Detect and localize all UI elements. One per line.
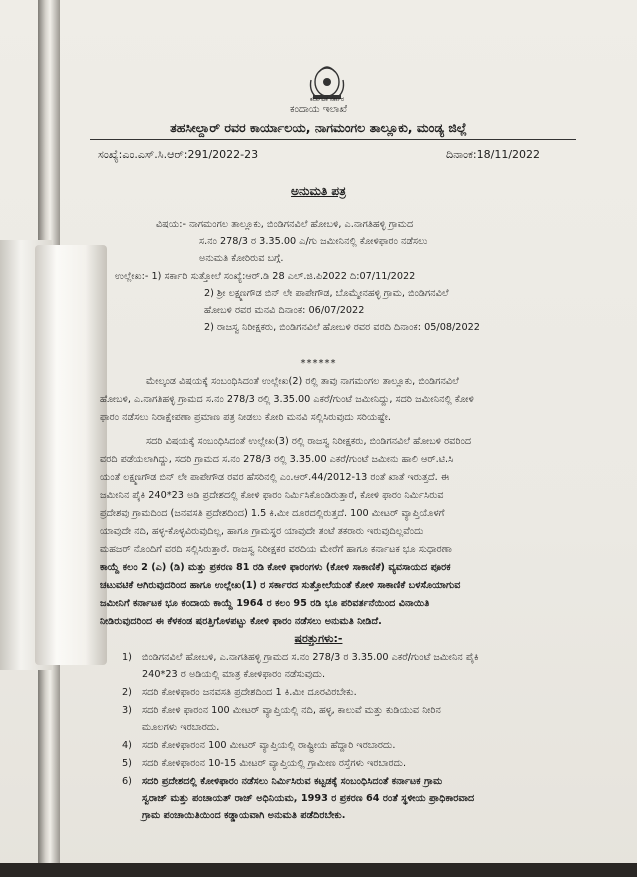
condition-number: 6)	[122, 776, 132, 787]
condition-number: 3)	[122, 705, 132, 716]
binder-clip-tube	[35, 245, 107, 665]
condition-line: ಸದರಿ ಕೋಳಿಫಾರಂನ 100 ಮೀಟರ್ ವ್ಯಾಪ್ತಿಯಲ್ಲಿ ರಾಷ್ಟ್ರೀಯ ಹೆದ್ದಾರಿ ಇರಬಾರದು.	[142, 740, 396, 751]
body-line: ಯಾವುದೇ ನದಿ, ಹಳ್ಳ-ಕೊಳ್ಳವಿರುವುದಿಲ್ಲ, ಹಾಗೂ ಗ್ರಾಮಸ್ಥರ ಯಾವುದೇ ತಂಟೆ ತಕರಾರು ಇರುವುದಿಲ್ಲವೆಂದು	[100, 526, 424, 537]
page-bottom-edge	[0, 863, 637, 877]
office-name: ತಹಸೀಲ್ದಾರ್ ರವರ ಕಾರ್ಯಾಲಯ, ನಾಗಮಂಗಲ ತಾಲ್ಲೂಕು, ಮಂಡ್ಯ ಜಿಲ್ಲೆ	[170, 120, 467, 135]
body-line: ಚಟುವಟಿಕೆ ಆಗಿರುವುದರಿಂದ ಹಾಗೂ ಉಲ್ಲೇಖ(1) ರ ಸರ್ಕಾರದ ಸುತ್ತೋಲೆಯಂತೆ ಕೋಳಿ ಸಾಕಾಣಿಕೆ ಬಳಸೊಯಾಗುವ	[100, 580, 461, 591]
condition-line: ಸ್ವರಾಜ್ ಮತ್ತು ಪಂಚಾಯತ್ ರಾಜ್ ಅಧಿನಿಯಮ, 1993 ರ ಪ್ರಕರಣ 64 ರಂತೆ ಸ್ಥಳೀಯ ಪ್ರಾಧಿಕಾರವಾದ	[142, 793, 475, 804]
subject-line: ವಿಷಯ:- ನಾಗಮಂಗಲ ತಾಲ್ಲೂಕು, ಬಿಂಡಿಗನವಿಲೆ ಹೋಬಳಿ, ಎ.ನಾಗತಿಹಳ್ಳಿ ಗ್ರಾಮದ	[156, 219, 414, 230]
separator: ******	[300, 358, 337, 369]
body-line: ಮಹಜರ್ ನೊಂದಿಗೆ ವರದಿ ಸಲ್ಲಿಸಿರುತ್ತಾರೆ. ರಾಜಸ್ವ ನಿರೀಕ್ಷಕರ ವರದಿಯ ಮೇರೆಗೆ ಹಾಗೂ ಕರ್ನಾಟಕ ಭೂ ಸುಧಾರಣಾ	[100, 544, 452, 555]
body-line: ಕಾಯ್ದೆ ಕಲಂ 2 (ಎ) (ಡಿ) ಮತ್ತು ಪ್ರಕರಣ 81 ರಡಿ ಕೋಳಿ ಫಾರಂಗಳು (ಕೋಳಿ ಸಾಕಾಣಿಕೆ) ವ್ಯವಸಾಯದ ಪೂರಕ	[100, 562, 451, 573]
body-line: ಹೋಬಳಿ, ಎ.ನಾಗತಿಹಳ್ಳಿ ಗ್ರಾಮದ ಸ.ನಂ 278/3 ರಲ್ಲಿ 3.35.00 ಎಕರೆ/ಗುಂಟೆ ಜಮೀನಿದ್ದು, ಸದರಿ ಜಮೀನಿನಲ್ಲಿ ಕೋಳಿ	[100, 394, 474, 405]
header-rule	[90, 139, 576, 140]
body-line: ಮೇಲ್ಕಂಡ ವಿಷಯಕ್ಕೆ ಸಂಬಂಧಿಸಿದಂತೆ ಉಲ್ಲೇಖ(2) ರಲ್ಲಿ ತಾವು ನಾಗಮಂಗಲ ತಾಲ್ಲೂಕು, ಬಿಂಡಿಗನವಿಲೆ	[146, 376, 459, 387]
body-line: ಸದರಿ ವಿಷಯಕ್ಕೆ ಸಂಬಂಧಿಸಿದಂತೆ ಉಲ್ಲೇಖ(3) ರಲ್ಲಿ ರಾಜಸ್ವ ನಿರೀಕ್ಷಕರು, ಬಿಂಡಿಗನವಿಲೆ ಹೋಬಳಿ ರವರಿಂದ	[146, 436, 472, 447]
body-line: ವರದಿ ಪಡೆಯಲಾಗಿದ್ದು, ಸದರಿ ಗ್ರಾಮದ ಸ.ನಂ 278/3 ರಲ್ಲಿ 3.35.00 ಎಕರೆ/ಗುಂಟೆ ಜಮೀನು ಹಾಲಿ ಆರ್.ಟಿ.ಸಿ	[100, 454, 454, 465]
reference-line: ಉಲ್ಲೇಖ:- 1) ಸರ್ಕಾರಿ ಸುತ್ತೋಲೆ ಸಂಖ್ಯೆ:ಆರ್.ಡಿ 28 ಎಲ್.ಜಿ.ಪಿ2022 ದಿ:07/11/2022	[115, 271, 416, 282]
reference-line: 2) ರಾಜಸ್ವ ನಿರೀಕ್ಷಕರು, ಬಿಂಡಿಗನವಿಲೆ ಹೋಬಳಿ ರವರ ವರದಿ ದಿನಾಂಕ: 05/08/2022	[204, 322, 480, 333]
condition-line: ಸದರಿ ಕೋಳಿ ಫಾರಂನ 100 ಮೀಟರ್ ವ್ಯಾಪ್ತಿಯಲ್ಲಿ ನದಿ, ಹಳ್ಳ, ಕಾಲುವೆ ಮತ್ತು ಕುಡಿಯುವ ನೀರಿನ	[142, 705, 441, 716]
state-emblem-icon	[305, 60, 349, 100]
reference-line: ಹೋಬಳಿ ರವರ ಮನವಿ ದಿನಾಂಕ: 06/07/2022	[204, 305, 365, 316]
emblem-caption: ಕರ್ನಾಟಕ ಸರ್ಕಾರ	[309, 96, 345, 103]
condition-line: ಬಿಂಡಿಗನವಿಲೆ ಹೋಬಳಿ, ಎ.ನಾಗತಿಹಳ್ಳಿ ಗ್ರಾಮದ ಸ.ನಂ 278/3 ರ 3.35.00 ಎಕರೆ/ಗುಂಟೆ ಜಮೀನಿನ ಪೈಕಿ	[142, 652, 479, 663]
condition-line: ಮೂಲಗಳು ಇರಬಾರದು.	[142, 722, 220, 733]
reference-number: ಸಂಖ್ಯೆ:ಎಂ.ಎಸ್.ಸಿ.ಆರ್:291/2022-23	[98, 148, 259, 161]
condition-line: 240*23 ರ ಅಡಿಯಲ್ಲಿ ಮಾತ್ರ ಕೋಳಿಫಾರಂ ನಡೆಸುವುದು.	[142, 669, 326, 680]
subject-line: ಸ.ನಂ 278/3 ರ 3.35.00 ಎ/ಗು ಜಮೀನಿನಲ್ಲಿ ಕೋಳಿಫಾರಂ ನಡೆಸಲು	[199, 236, 428, 247]
body-line: ನೀಡಿರುವುದರಿಂದ ಈ ಕೆಳಕಂಡ ಷರತ್ತಿಗೊಳಪಟ್ಟು ಕೋಳಿ ಫಾರಂ ನಡೆಸಲು ಅನುಮತಿ ನೀಡಿದೆ.	[100, 616, 382, 627]
condition-line: ಗ್ರಾಮ ಪಂಚಾಯಿತಿಯಿಂದ ಕಡ್ಡಾಯವಾಗಿ ಅನುಮತಿ ಪಡೆದಿರಬೇಕು.	[142, 810, 346, 821]
issue-date: ದಿನಾಂಕ:18/11/2022	[446, 148, 541, 161]
document-title: ಅನುಮತಿ ಪತ್ರ	[291, 184, 346, 198]
body-line: ಜಮೀನಿಗೆ ಕರ್ನಾಟಕ ಭೂ ಕಂದಾಯ ಕಾಯ್ದೆ 1964 ರ ಕಲಂ 95 ರಡಿ ಭೂ ಪರಿವರ್ತನೆಯಿಂದ ವಿನಾಯಿತಿ	[100, 598, 430, 609]
condition-line: ಸದರಿ ಕೋಳಿಫಾರಂನ 10-15 ಮೀಟರ್ ವ್ಯಾಪ್ತಿಯಲ್ಲಿ ಗ್ರಾಮೀಣ ರಸ್ತೆಗಳು ಇರಬಾರದು.	[142, 758, 407, 769]
condition-number: 1)	[122, 652, 132, 663]
reference-line: 2) ಶ್ರೀ ಲಕ್ಷ್ಮಣಗೌಡ ಬಿನ್ ಲೇ ಪಾಪೇಗೌಡ, ಬೊಮ್ಮೇನಹಳ್ಳಿ ಗ್ರಾಮ, ಬಿಂಡಿಗನವಿಲೆ	[204, 288, 449, 299]
body-line: ಯಂತೆ ಲಕ್ಷ್ಮಣಗೌಡ ಬಿನ್ ಲೇ ಪಾಪೇಗೌಡ ರವರ ಹೆಸರಿನಲ್ಲಿ ಎಂ.ಆರ್.44/2012-13 ರಂತೆ ಖಾತೆ ಇರುತ್ತದೆ. ಈ	[100, 472, 450, 483]
condition-line: ಸದರಿ ಪ್ರದೇಶದಲ್ಲಿ ಕೋಳಿಫಾರಂ ನಡೆಸಲು ನಿರ್ಮಿಸಿರುವ ಕಟ್ಟಡಕ್ಕೆ ಸಂಬಂಧಿಸಿದಂತೆ ಕರ್ನಾಟಕ ಗ್ರಾಮ	[142, 776, 443, 787]
body-line: ಪ್ರದೇಶವು ಗ್ರಾಮದಿಂದ (ಜನವಸತಿ ಪ್ರದೇಶದಿಂದ) 1.5 ಕಿ.ಮೀ ದೂರದಲ್ಲಿರುತ್ತದೆ. 100 ಮೀಟರ್ ವ್ಯಾಪ್ತಿಯೊಳಗೆ	[100, 508, 445, 519]
conditions-title: ಷರತ್ತುಗಳು:-	[294, 632, 343, 645]
department-name: ಕಂದಾಯ ಇಲಾಖೆ	[290, 104, 347, 115]
body-line: ಫಾರಂ ನಡೆಸಲು ನಿರಾಕ್ಷೇಪಣಾ ಪ್ರಮಾಣ ಪತ್ರ ನೀಡಲು ಕೋರಿ ಮನವಿ ಸಲ್ಲಿಸಿರುವುದು ಸರಿಯಷ್ಟೇ.	[100, 412, 391, 423]
condition-number: 2)	[122, 687, 132, 698]
condition-line: ಸದರಿ ಕೋಳಿಫಾರಂ ಜನವಸತಿ ಪ್ರದೇಶದಿಂದ 1 ಕಿ.ಮೀ ದೂರವಿರಬೇಕು.	[142, 687, 357, 698]
body-line: ಜಮೀನಿನ ಪೈಕಿ 240*23 ಅಡಿ ಪ್ರದೇಶದಲ್ಲಿ ಕೋಳಿ ಫಾರಂ ನಿರ್ಮಿಸಿಕೊಂಡಿರುತ್ತಾರೆ, ಕೋಳಿ ಫಾರಂ ನಿರ್ಮಿಸಿರುವ	[100, 490, 444, 501]
condition-number: 4)	[122, 740, 132, 751]
condition-number: 5)	[122, 758, 132, 769]
subject-line: ಅನುಮತಿ ಕೋರಿರುವ ಬಗ್ಗೆ.	[199, 253, 284, 264]
